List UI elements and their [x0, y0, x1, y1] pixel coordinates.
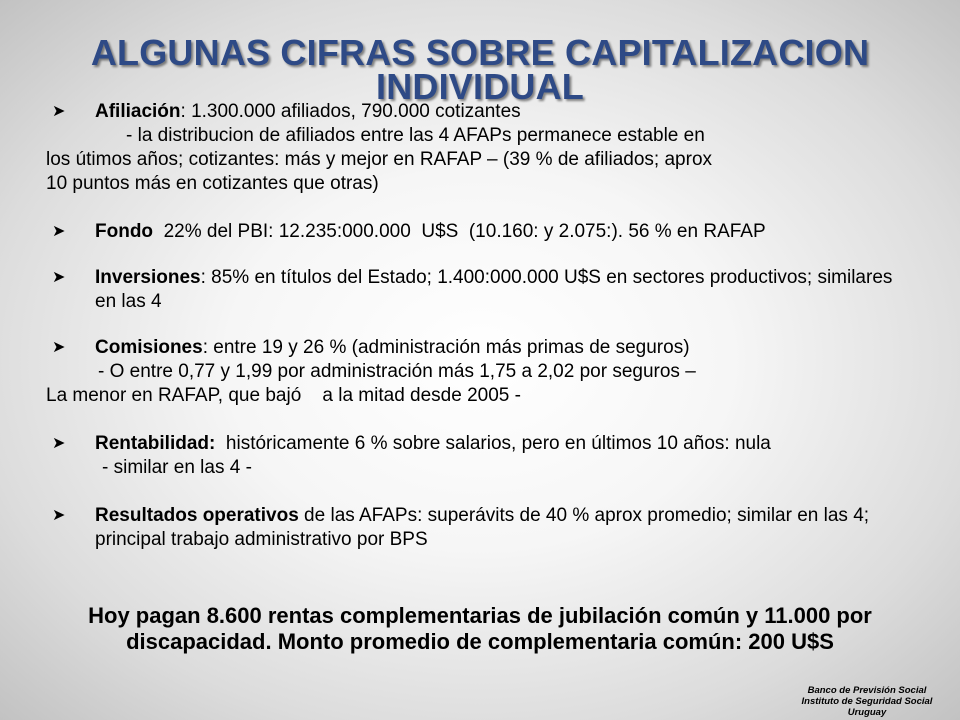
bullet-comisiones [46, 336, 916, 360]
bullet-text: de las AFAPs: superávits de 40 % aprox promedio; similar en las 4; principal trabajo administrativo por BPS [95, 505, 870, 550]
bullet-subline: - O entre 0,77 y 1,99 por administración más 1,75 a 2,02 por seguros – [98, 361, 696, 382]
bullet-subline: - similar en las 4 - [102, 457, 252, 478]
footer-line: Instituto de Seguridad Social [801, 696, 933, 707]
arrow-bullet-icon: ➤ [52, 435, 66, 452]
summary-statement: Hoy pagan 8.600 rentas complementarias de jubilación común y 11.000 por discapacidad. Monto promedio de complementaria común: 200 U$S [88, 603, 872, 654]
bullet-afiliacion [46, 100, 916, 124]
bullet-subline: 10 puntos más en cotizantes que otras) [46, 173, 379, 194]
bullet-label: Afiliación [95, 101, 181, 122]
spacer [46, 480, 916, 504]
bullet-label: Rentabilidad: [95, 433, 216, 454]
footer-line: Banco de Previsión Social [807, 685, 927, 696]
slide-title: ALGUNAS CIFRAS SOBRE CAPITALIZACION INDIVIDUAL [90, 32, 870, 107]
bullet-text: : 1.300.000 afiliados, 790.000 cotizantes [180, 101, 521, 122]
bullet-text: históricamente 6 % sobre salarios, pero en últimos 10 años: nula [215, 433, 771, 454]
arrow-bullet-icon: ➤ [52, 269, 66, 286]
bullet-resultados [46, 504, 916, 552]
bullet-text: : entre 19 y 26 % (administración más primas de seguros) [202, 337, 690, 358]
bullet-fondo [46, 220, 916, 244]
bullet-text: : 85% en títulos del Estado; 1.400:000.000 U$S en sectores productivos; similares en las 4 [95, 267, 893, 312]
bullet-label: Resultados operativos [95, 505, 299, 526]
bullet-subline: - la distribucion de afiliados entre las 4 AFAPs permanece estable en [126, 125, 705, 146]
bullet-label: Comisiones [95, 337, 203, 358]
bullet-inversiones [46, 266, 916, 314]
arrow-bullet-icon: ➤ [52, 339, 66, 356]
bullet-subline: La menor en RAFAP, que bajó a la mitad desde 2005 - [46, 385, 521, 406]
bullet-list [46, 100, 916, 552]
arrow-bullet-icon: ➤ [52, 223, 66, 240]
spacer [46, 408, 916, 432]
bullet-label: Inversiones [95, 267, 201, 288]
spacer [46, 244, 916, 266]
spacer [46, 196, 916, 220]
bullet-text: 22% del PBI: 12.235:000.000 U$S (10.160: y 2.075:). 56 % en RAFAP [153, 221, 766, 242]
bullet-subline: los útimos años; cotizantes: más y mejor en RAFAP – (39 % de afiliados; aprox [46, 149, 713, 170]
spacer [46, 314, 916, 336]
footer-line: Uruguay [847, 707, 887, 718]
arrow-bullet-icon: ➤ [52, 103, 66, 120]
bullet-label: Fondo [95, 221, 154, 242]
bullet-rentabilidad [46, 432, 916, 456]
arrow-bullet-icon: ➤ [52, 507, 66, 524]
institution-footer [782, 685, 952, 718]
